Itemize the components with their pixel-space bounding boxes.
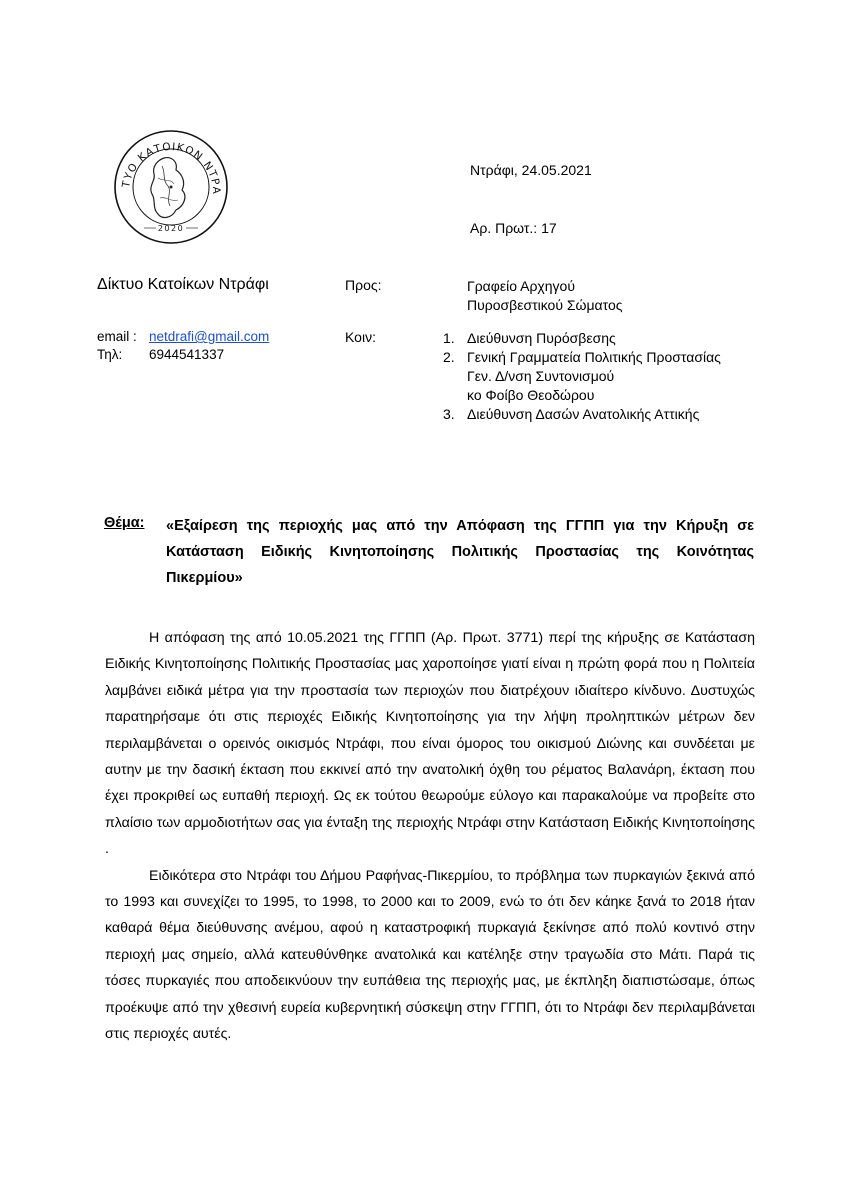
sender-phone-row bbox=[97, 347, 224, 362]
body-paragraph: Η απόφαση της από 10.05.2021 της ΓΓΠΠ (Αρ. Πρωτ. 3771) περί της κήρυξης σε Κατάσταση Ειδικής Κινητοποίησης Πολιτικής Προστασίας μας χαροποίησε γιατί είναι η πρώτη φορά που η Πολιτεία λαμβάνει ειδικά μέτρα για την προστασία των περιοχών που διατρέχουν ιδιαίτερο κίνδυνο. Δυστυχώς παρατηρήσαμε ότι στις περιοχές Ειδικής Κινητοποίησης για την λήψη προληπτικών μέτρων δεν περιλαμβάνεται ο ορεινός οικισμός Ντράφι, που είναι όμορος του οικισμού Διώνης και συνδέεται με αυτην με την δασική έκταση που εκκινεί από την ανατολική όχθη του ρέματος Βαλανάρη, έκταση που έχει προκριθεί ως ευπαθή περιοχή. Ως εκ τούτου θεωρούμε εύλογο και παρακαλούμε να προβείτε στο πλαίσιο των αρμοδιοτήτων σας για ένταξη της περιοχής Ντράφι στην Κατάσταση Ειδικής Κινητοποίησης . bbox=[105, 630, 755, 858]
document-date: Ντράφι, 24.05.2021 bbox=[470, 162, 592, 178]
cc-item bbox=[443, 329, 753, 348]
phone-number: 6944541337 bbox=[149, 347, 225, 362]
cc-item-text: Γεν. Δ/νση Συντονισμού bbox=[467, 368, 615, 384]
logo-seal-graphic bbox=[112, 128, 230, 246]
cc-item bbox=[443, 386, 753, 405]
cc-item-text: κο Φοίβο Θεοδώρου bbox=[467, 387, 595, 403]
cc-item bbox=[443, 405, 753, 424]
cc-label: Κοιν: bbox=[345, 329, 376, 345]
phone-label: Τηλ: bbox=[97, 347, 123, 362]
to-recipient-line: Πυροσβεστικού Σώματος bbox=[467, 297, 623, 313]
cc-item bbox=[443, 367, 753, 386]
cc-item-text: Διεύθυνση Δασών Ανατολικής Αττικής bbox=[467, 406, 700, 422]
cc-item-number: 3. bbox=[443, 406, 455, 422]
email-link[interactable]: netdrafi@gmail.com bbox=[149, 329, 270, 344]
cc-item-text: Γενική Γραμματεία Πολιτικής Προστασίας bbox=[467, 349, 721, 365]
subject-text: «Εξαίρεση της περιοχής μας από την Απόφαση της ΓΓΠΠ για την Κήρυξη σε Κατάσταση Ειδικής Κινητοποίησης Πολιτικής Προστασίας της Κοινότητας Πικερμίου» bbox=[166, 518, 754, 586]
to-label: Προς: bbox=[345, 277, 382, 293]
cc-item-number bbox=[443, 386, 467, 405]
logo-ring-text: ΤΥΟ ΚΑΤΟΙΚΩΝ ΝΤΡΑ bbox=[120, 140, 223, 196]
logo-year: 2020 bbox=[157, 224, 185, 233]
sender-email-row bbox=[97, 329, 269, 344]
cc-item-number: 1. bbox=[443, 330, 455, 346]
email-label: email : bbox=[97, 329, 137, 344]
organization-logo bbox=[112, 128, 230, 246]
body-paragraph: Ειδικότερα στο Ντράφι του Δήμου Ραφήνας-Πικερμίου, το πρόβλημα των πυρκαγιών ξεκινά από το 1993 και συνεχίζει το 1995, το 1998, το 2000 και το 2009, ενώ το ότι δεν κάηκε ξανά το 2018 ήταν καθαρά θέμα διεύθυνσης ανέμου, αφού η καταστροφική πυρκαγιά ξεκίνησε από πολύ κοντινό στην περιοχή μας σημείο, αλλά κατευθύνθηκε ανατολικά και κατέληξε στην τραγωδία στο Μάτι. Παρά τις τόσες πυρκαγιές που αποδεικνύουν την ευπάθεια της περιοχής μας, με έκπληξη διαπιστώσαμε, όπως προέκυψε από την χθεσινή ευρεία κυβερνητική σύσκεψη στην ΓΓΠΠ, ότι το Ντράφι δεν περιλαμβάνεται στις περιοχές αυτές. bbox=[105, 867, 755, 1043]
cc-item-number: 2. bbox=[443, 349, 455, 365]
sender-organization: Δίκτυο Κατοίκων Ντράφι bbox=[97, 276, 269, 293]
letter-body bbox=[105, 625, 755, 1048]
cc-item-text: Διεύθυνση Πυρόσβεσης bbox=[467, 330, 616, 346]
to-recipient bbox=[467, 277, 623, 315]
to-recipient-line: Γραφείο Αρχηγού bbox=[467, 278, 575, 294]
cc-item bbox=[443, 348, 753, 367]
protocol-number: Αρ. Πρωτ.: 17 bbox=[470, 220, 557, 236]
subject-label: Θέμα: bbox=[104, 515, 145, 531]
cc-item-number bbox=[443, 367, 467, 386]
cc-list bbox=[443, 329, 753, 424]
